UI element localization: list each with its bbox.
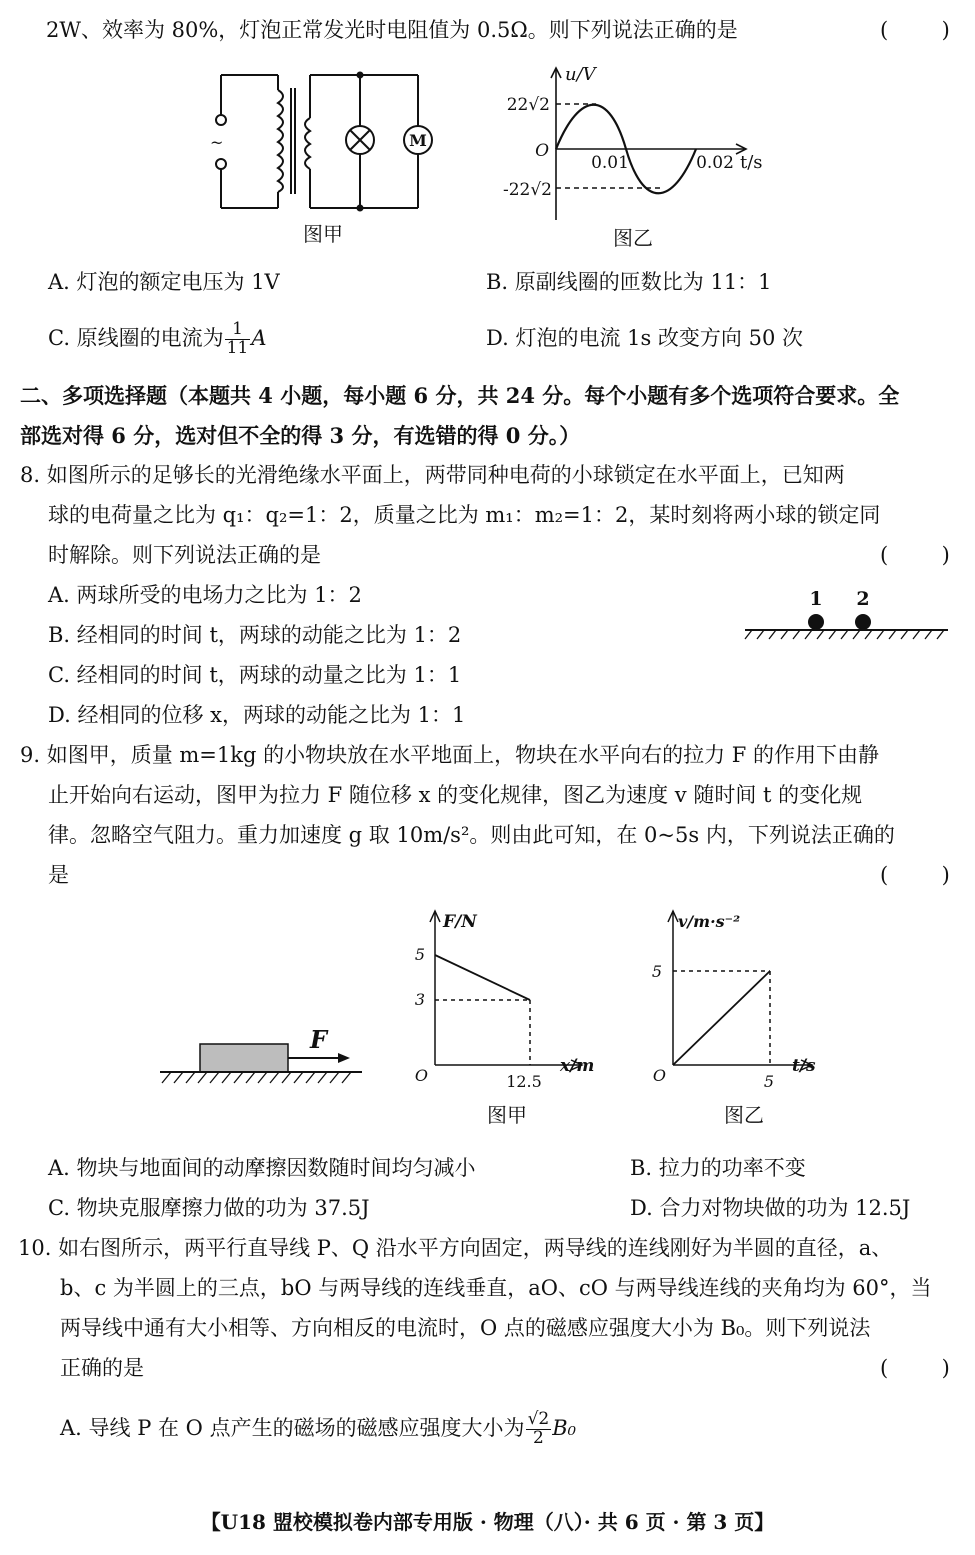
q7-option-c-fraction xyxy=(225,321,251,358)
q7-voltage-graph xyxy=(495,62,775,227)
q7-option-c-numerator: 1 xyxy=(225,321,251,340)
q7-answer-paren: ( ) xyxy=(880,18,950,42)
q8-answer-paren: ( ) xyxy=(880,543,950,567)
q7-circuit-diagram xyxy=(205,60,445,220)
q7-fig-b-caption: 图乙 xyxy=(613,226,653,250)
q7-graph-origin: O xyxy=(535,141,549,161)
section2-heading-line2: 部选对得 6 分，选对但不全的得 3 分，有选错的得 0 分。） xyxy=(20,423,581,448)
section2-heading-line1: 二、多项选择题（本题共 4 小题，每小题 6 分，共 24 分。每个小题有多个选项符合要求。全 xyxy=(20,383,900,408)
q10-stem-line4: 正确的是 xyxy=(60,1356,144,1380)
q10-answer-paren: ( ) xyxy=(880,1356,950,1380)
q8-stem-line2: 球的电荷量之比为 q₁：q₂=1：2，质量之比为 m₁：m₂=1：2，某时刻将两小球的锁定同 xyxy=(48,503,881,527)
q8-option-a: A. 两球所受的电场力之比为 1：2 xyxy=(48,583,362,607)
q9-force-graph-x-label: x/m xyxy=(560,1056,595,1076)
q9-force-graph-tick-3: 3 xyxy=(414,990,425,1009)
q8-ball-1-label: 1 xyxy=(809,588,823,610)
q7-graph-y-pos-tick: 22√2 xyxy=(506,95,550,115)
q10-stem-line2: b、c 为半圆上的三点，bO 与两导线的连线垂直，aO、cO 与两导线连线的夹角均为 60°，当 xyxy=(60,1276,932,1300)
q9-stem-line3: 律。忽略空气阻力。重力加速度 g 取 10m/s²。则由此可知，在 0~5s 内，下列说法正确的 xyxy=(48,823,895,847)
q8-option-c: C. 经相同的时间 t，两球的动量之比为 1：1 xyxy=(48,663,462,687)
svg-text:M: M xyxy=(409,131,427,150)
q9-option-a: A. 物块与地面间的动摩擦因数随时间均匀减小 xyxy=(48,1156,476,1180)
q7-fig-a-caption: 图甲 xyxy=(303,222,343,246)
q9-stem-line4: 是 xyxy=(48,863,69,887)
q9-block xyxy=(200,1044,288,1072)
q9-force-graph xyxy=(410,905,600,1090)
q10-option-a xyxy=(60,1402,576,1454)
q8-stem-line3: 时解除。则下列说法正确的是 xyxy=(48,543,321,567)
q10-stem-line3: 两导线中通有大小相等、方向相反的电流时，O 点的磁感应强度大小为 B₀。则下列说法 xyxy=(60,1316,871,1340)
q7-option-c-unit: A xyxy=(251,326,267,350)
q7-graph-x-label: t/s xyxy=(740,152,763,173)
q9-option-c: C. 物块克服摩擦力做的功为 37.5J xyxy=(48,1196,370,1220)
q9-velocity-graph-y-tick: 5 xyxy=(651,962,662,981)
q9-force-graph-tick-5: 5 xyxy=(414,945,425,964)
q10-option-a-prefix: A. 导线 P 在 O 点产生的磁场的磁感应强度大小为 xyxy=(60,1416,525,1440)
q8-balls-diagram xyxy=(740,585,955,645)
q8-ball-2 xyxy=(855,614,871,630)
q7-stem-tail: 2W、效率为 80%，灯泡正常发光时电阻值为 0.5Ω。则下列说法正确的是 xyxy=(46,18,738,42)
q8-option-b: B. 经相同的时间 t，两球的动能之比为 1：2 xyxy=(48,623,462,647)
q10-option-a-denominator: 2 xyxy=(532,1428,544,1448)
q9-block-diagram xyxy=(155,1020,370,1100)
q9-force-line xyxy=(435,955,530,1000)
q9-velocity-graph-y-label: v/m·s⁻² xyxy=(678,912,741,931)
q9-fig-b-caption: 图乙 xyxy=(724,1103,764,1127)
q9-velocity-graph xyxy=(650,905,840,1090)
q7-option-d: D. 灯泡的电流 1s 改变方向 50 次 xyxy=(486,326,803,350)
q9-option-d: D. 合力对物块做的功为 12.5J xyxy=(630,1196,911,1220)
q10-stem-line1: 10. 如右图所示，两平行直导线 P、Q 沿水平方向固定，两导线的连线刚好为半圆的直径，a、 xyxy=(18,1236,893,1260)
svg-text:~: ~ xyxy=(210,133,224,152)
q9-velocity-line xyxy=(673,971,770,1065)
q9-fig-a-caption: 图甲 xyxy=(487,1103,527,1127)
q9-velocity-graph-x-label: t/s xyxy=(792,1056,816,1076)
q7-graph-x-tick-2: 0.02 xyxy=(696,153,734,173)
q9-stem-line1: 9. 如图甲，质量 m=1kg 的小物块放在水平地面上，物块在水平向右的拉力 F 的作用下由静 xyxy=(20,743,880,767)
q8-ball-2-label: 2 xyxy=(856,588,870,610)
q9-option-b: B. 拉力的功率不变 xyxy=(630,1156,806,1180)
q9-velocity-graph-origin: O xyxy=(652,1066,666,1085)
q8-ball-1 xyxy=(808,614,824,630)
page-footer: 【U18 盟校模拟卷内部专用版 · 物理（八）· 共 6 页 · 第 3 页】 xyxy=(200,1510,775,1534)
q7-graph-x-tick-1: 0.01 xyxy=(591,153,629,173)
q8-option-d: D. 经相同的位移 x，两球的动能之比为 1：1 xyxy=(48,703,466,727)
q7-option-c-denominator: 11 xyxy=(226,338,249,358)
q9-force-graph-x-tick: 12.5 xyxy=(506,1072,542,1091)
q9-force-graph-origin: O xyxy=(414,1066,428,1085)
q7-graph-y-label: u/V xyxy=(565,64,596,85)
q7-option-b: B. 原副线圈的匝数比为 11：1 xyxy=(486,270,772,294)
q7-option-c xyxy=(48,314,266,362)
q9-answer-paren: ( ) xyxy=(880,863,950,887)
q9-force-graph-y-label: F/N xyxy=(443,912,477,932)
q7-option-a: A. 灯泡的额定电压为 1V xyxy=(48,270,280,294)
q10-option-a-suffix: B₀ xyxy=(552,1416,577,1440)
q10-option-a-fraction xyxy=(526,1411,552,1448)
q9-force-label: F xyxy=(310,1025,328,1054)
q9-stem-line2: 止开始向右运动，图甲为拉力 F 随位移 x 的变化规律，图乙为速度 v 随时间 t 的变化规 xyxy=(48,783,863,807)
q7-graph-y-neg-tick: -22√2 xyxy=(502,180,552,200)
q8-stem-line1: 8. 如图所示的足够长的光滑绝缘水平面上，两带同种电荷的小球锁定在水平面上，已知两 xyxy=(20,463,845,487)
q9-velocity-graph-x-tick: 5 xyxy=(763,1072,775,1091)
q7-option-c-prefix: C. 原线圈的电流为 xyxy=(48,326,224,350)
q10-option-a-numerator: √2 xyxy=(527,1409,550,1430)
